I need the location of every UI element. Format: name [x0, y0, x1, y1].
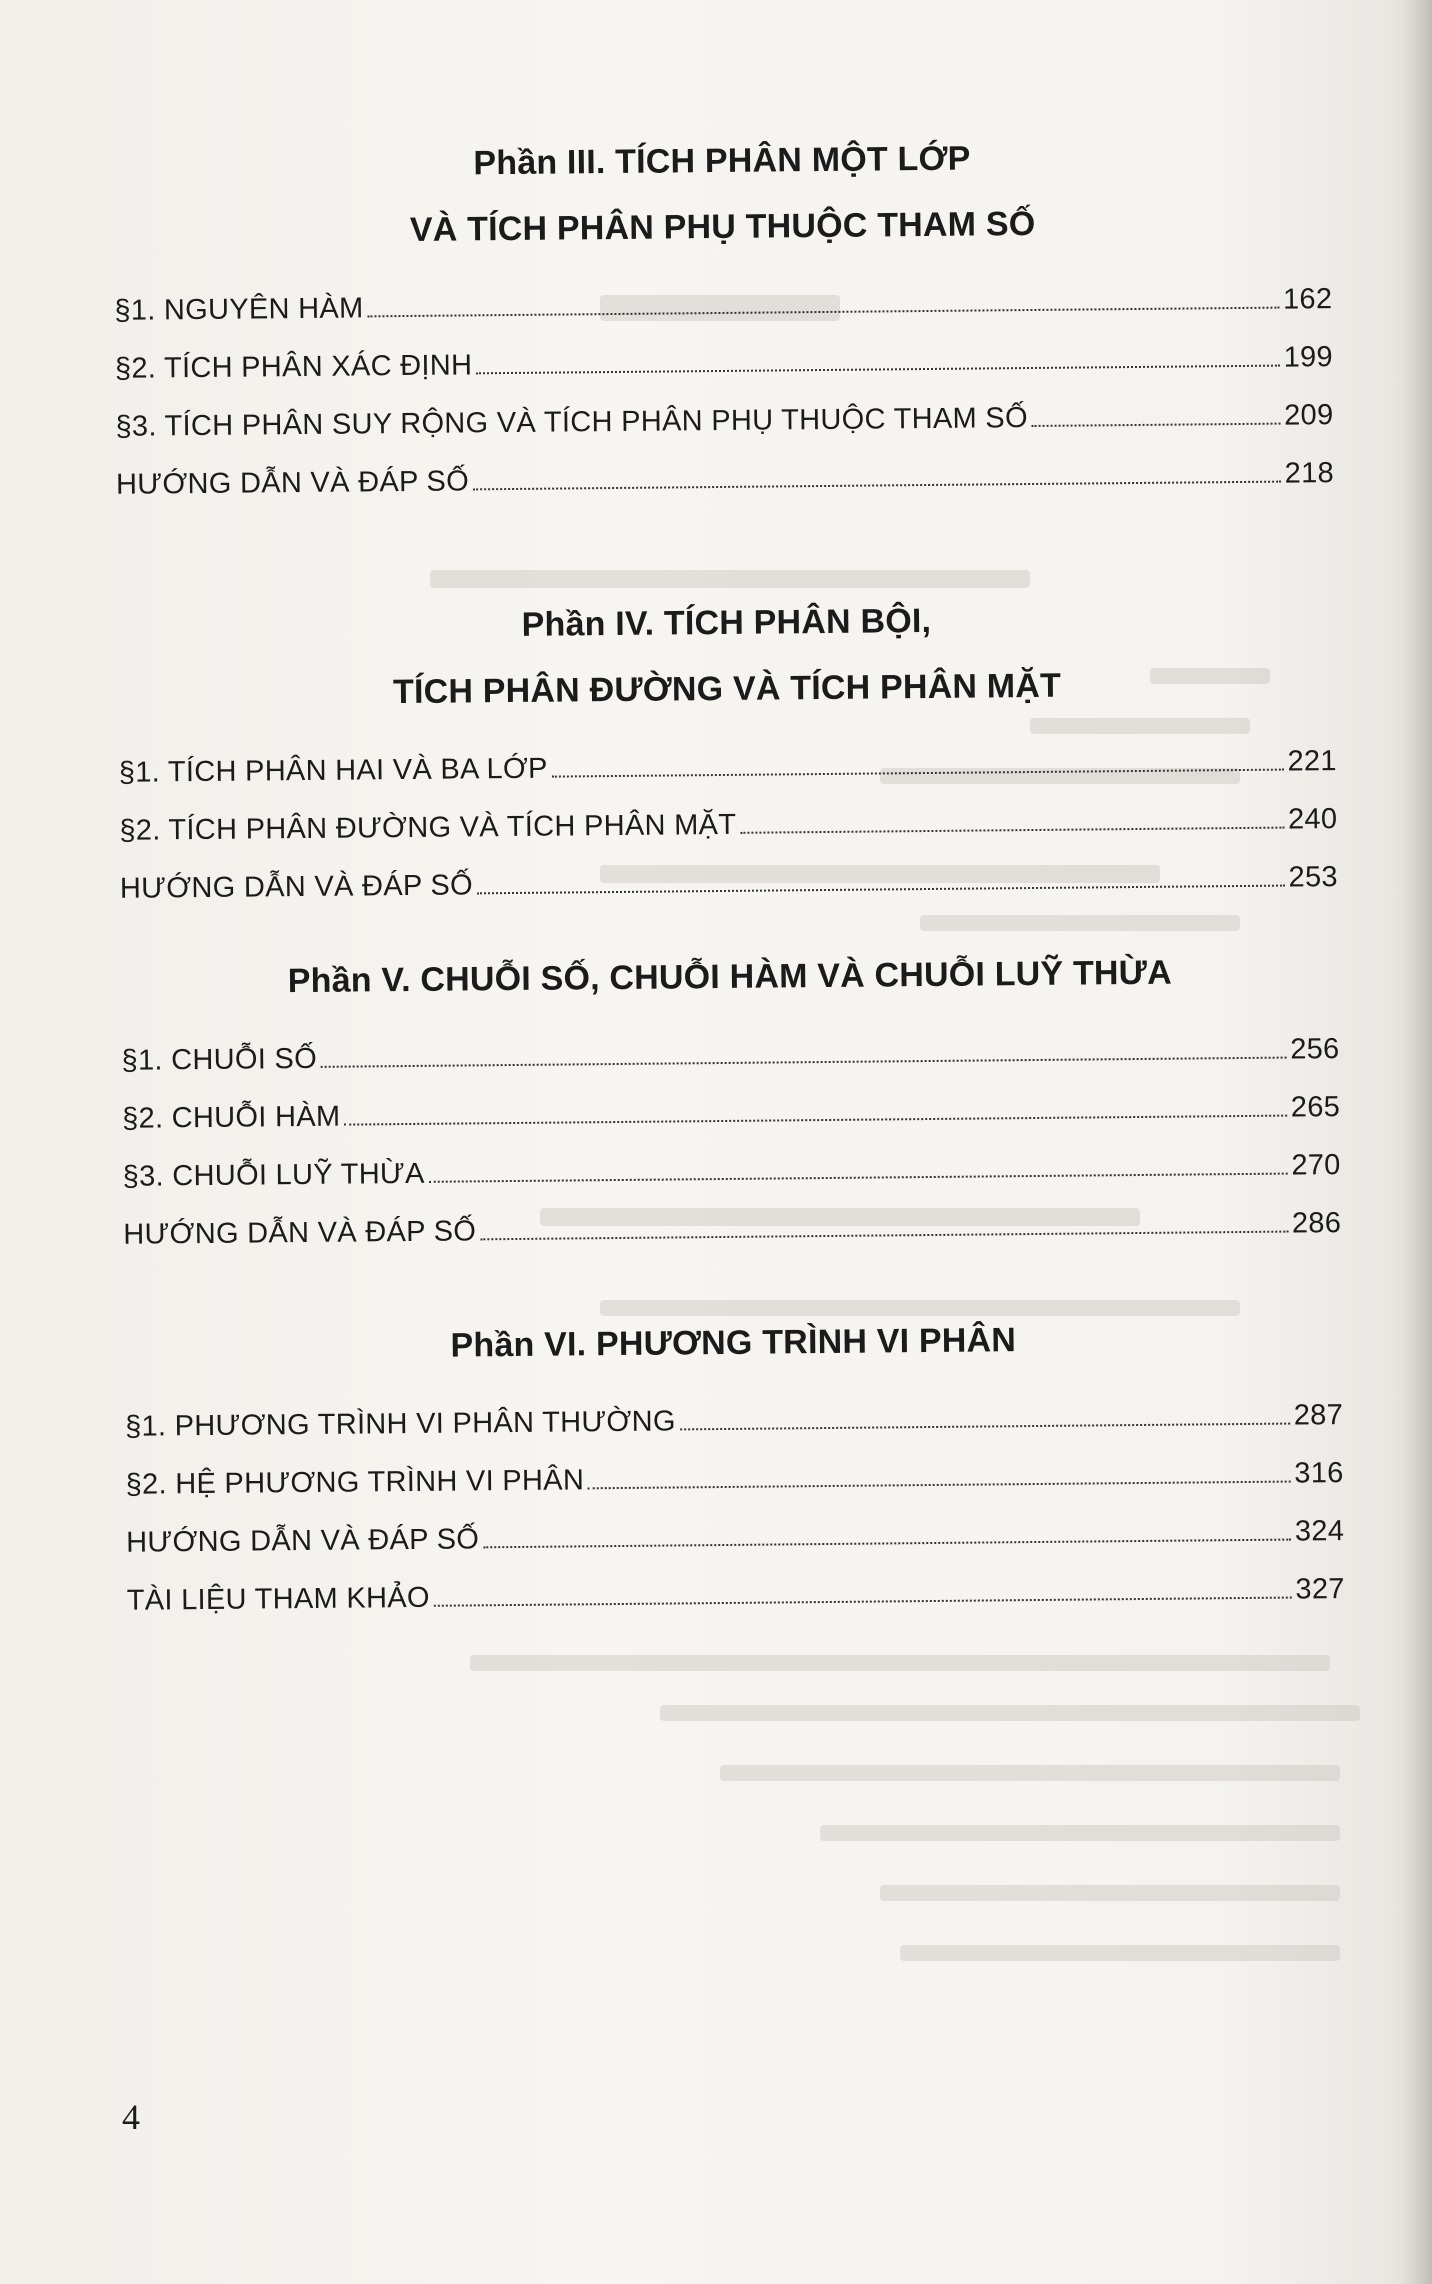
part-vi-heading — [124, 1304, 1343, 1382]
toc-entry-page: 240 — [1287, 803, 1338, 836]
dot-leader — [344, 1114, 1286, 1126]
toc-entry-title: §3. CHUỖI LUỸ THỪA — [122, 1157, 425, 1193]
part-iii-entries — [114, 270, 1334, 514]
toc-entry-title: §2. HỆ PHƯƠNG TRÌNH VI PHÂN — [125, 1464, 585, 1501]
dot-leader — [473, 480, 1281, 491]
toc-entry[interactable] — [123, 1194, 1342, 1264]
part-iii-heading — [113, 122, 1332, 266]
dot-leader — [434, 1596, 1292, 1607]
toc-entry[interactable] — [116, 444, 1335, 514]
dot-leader — [368, 306, 1280, 318]
toc-entry-page: 316 — [1294, 1457, 1344, 1490]
dot-leader — [552, 768, 1284, 778]
dot-leader — [1032, 422, 1280, 427]
toc-entry-title: §2. TÍCH PHÂN XÁC ĐỊNH — [114, 349, 473, 385]
dot-leader — [483, 1538, 1291, 1549]
toc-entry-page: 265 — [1290, 1091, 1341, 1124]
part-iii-heading-line-1: Phần III. TÍCH PHÂN MỘT LỚP — [473, 139, 971, 183]
spine-shadow — [1402, 0, 1432, 2284]
toc-entry-page: 324 — [1294, 1515, 1345, 1548]
dot-leader — [321, 1056, 1286, 1068]
part-vi-heading-line-1: Phần VI. PHƯƠNG TRÌNH VI PHÂN — [450, 1321, 1017, 1365]
toc-entry-page: 286 — [1291, 1207, 1342, 1240]
part-iv-heading — [117, 584, 1336, 728]
part-v-heading — [121, 938, 1340, 1016]
part-v-heading-line-1: Phần V. CHUỖI SỐ, CHUỖI HÀM VÀ CHUỖI LUỸ THỪA — [287, 953, 1173, 1001]
toc-entry[interactable] — [120, 848, 1339, 918]
toc-entry-title: HƯỚNG DẪN VÀ ĐÁP SỐ — [119, 869, 474, 905]
part-iii — [113, 122, 1335, 514]
toc-entry-title: TÀI LIỆU THAM KHẢO — [126, 1581, 430, 1617]
toc-entry-title: §2. TÍCH PHÂN ĐƯỜNG VÀ TÍCH PHÂN MẶT — [119, 808, 737, 847]
toc-entry-page: 253 — [1288, 861, 1339, 894]
table-of-contents — [111, 0, 1345, 1617]
part-v-entries — [121, 1020, 1341, 1264]
toc-entry-title: §1. PHƯƠNG TRÌNH VI PHÂN THƯỜNG — [124, 1405, 676, 1443]
part-iv-heading-line-1: Phần IV. TÍCH PHÂN BỘI, — [521, 601, 932, 644]
toc-entry-title: §3. TÍCH PHÂN SUY RỘNG VÀ TÍCH PHÂN PHỤ THUỘC THAM SỐ — [115, 402, 1029, 443]
dot-leader — [476, 364, 1279, 375]
dot-leader — [588, 1480, 1290, 1490]
toc-entry-page: 209 — [1284, 399, 1334, 432]
toc-entry-page: 221 — [1287, 745, 1337, 778]
toc-entry-page: 199 — [1283, 341, 1334, 374]
part-iv — [117, 584, 1338, 918]
dot-leader — [429, 1172, 1288, 1183]
part-vi — [124, 1304, 1345, 1630]
part-iv-heading-line-2: TÍCH PHÂN ĐƯỜNG VÀ TÍCH PHÂN MẶT — [392, 666, 1062, 712]
dot-leader — [477, 884, 1285, 895]
toc-entry-title: §1. TÍCH PHÂN HAI VÀ BA LỚP — [118, 752, 548, 789]
toc-entry-page: 287 — [1293, 1399, 1344, 1432]
page-number: 4 — [122, 2097, 140, 2137]
toc-entry-page: 218 — [1284, 457, 1335, 490]
part-v — [121, 938, 1342, 1264]
toc-entry[interactable] — [127, 1560, 1346, 1630]
dot-leader — [680, 1422, 1290, 1431]
toc-entry-page: 270 — [1291, 1149, 1341, 1182]
toc-entry-page: 327 — [1295, 1573, 1345, 1606]
toc-entry-page: 162 — [1282, 283, 1333, 316]
toc-entry-page: 256 — [1290, 1033, 1340, 1066]
toc-entry-title: HƯỚNG DẪN VÀ ĐÁP SỐ — [115, 465, 470, 501]
part-iv-entries — [119, 732, 1339, 918]
dot-leader — [740, 826, 1284, 834]
part-iii-heading-line-2: VÀ TÍCH PHÂN PHỤ THUỘC THAM SỐ — [409, 204, 1036, 249]
toc-entry-title: §1. CHUỖI SỐ — [121, 1042, 318, 1077]
part-vi-entries — [125, 1386, 1345, 1630]
toc-entry-title: HƯỚNG DẪN VÀ ĐÁP SỐ — [123, 1215, 477, 1251]
toc-entry-title: §2. CHUỖI HÀM — [121, 1100, 341, 1135]
toc-entry-title: HƯỚNG DẪN VÀ ĐÁP SỐ — [126, 1523, 480, 1559]
toc-entry-title: §1. NGUYÊN HÀM — [114, 292, 364, 327]
dot-leader — [480, 1230, 1288, 1241]
